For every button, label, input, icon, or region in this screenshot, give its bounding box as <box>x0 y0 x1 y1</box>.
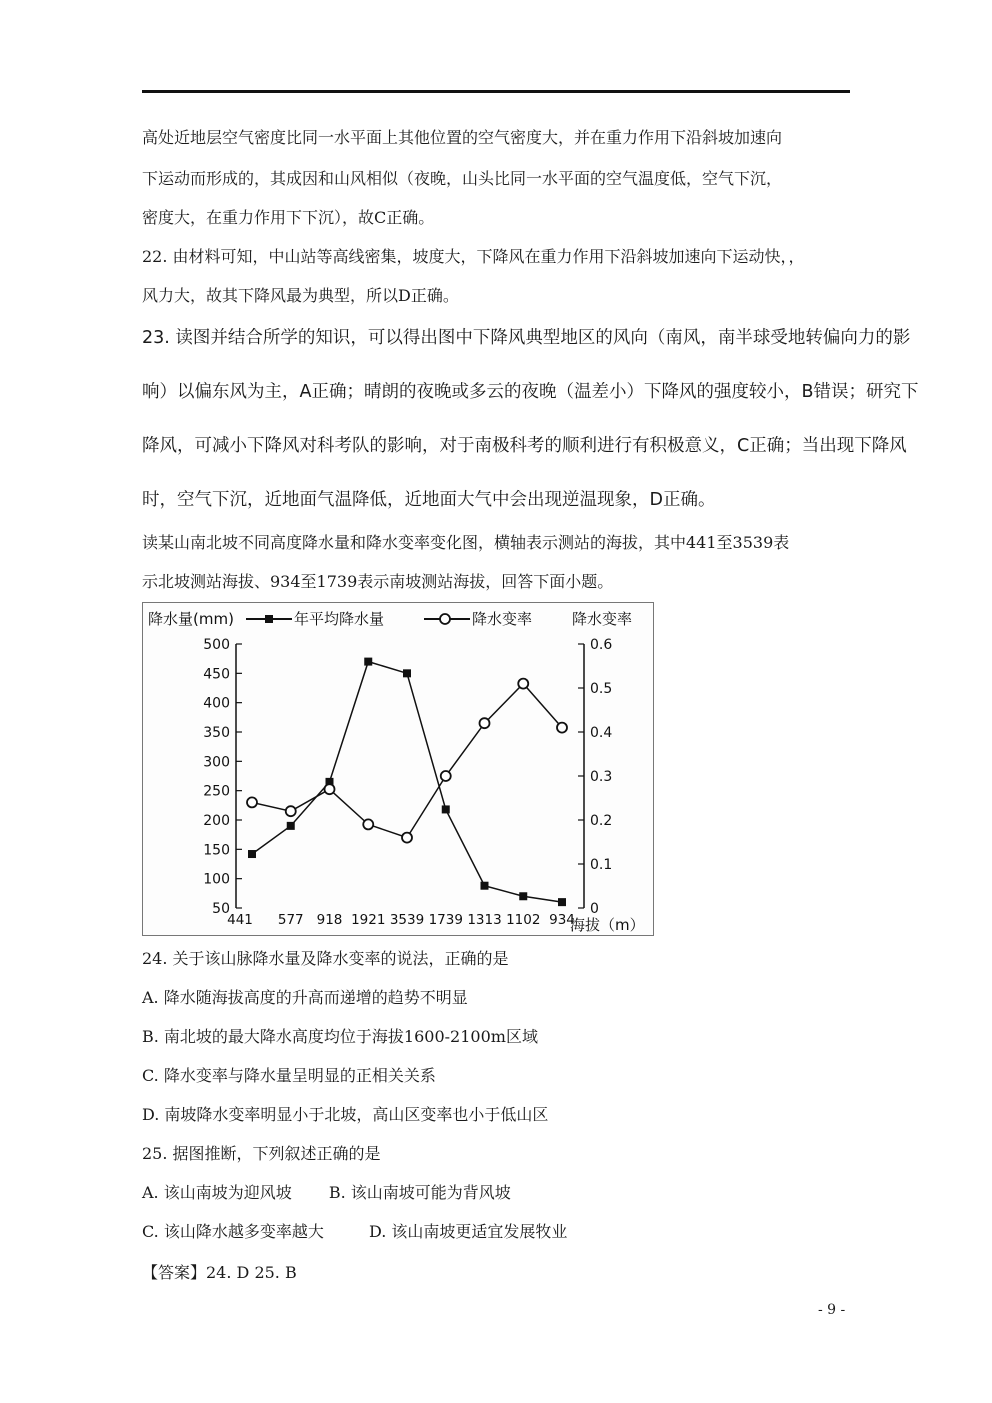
precip-point <box>248 850 256 858</box>
legend-label-precip: 年平均降水量 <box>294 610 385 628</box>
option-24a: A. 降水随海拔高度的升高而递增的趋势不明显 <box>142 988 468 1007</box>
right-tick-label: 0.5 <box>590 681 613 697</box>
text-line: 响）以偏东风为主，A正确；晴朗的夜晚或多云的夜晚（温差小）下降风的强度较小，B错误；研究下 <box>142 382 919 402</box>
option-24d: D. 南坡降水变率明显小于北坡，高山区变率也小于低山区 <box>142 1105 549 1124</box>
text-line: 降风，可减小下降风对科考队的影响，对于南极科考的顺利进行有积极意义，C正确；当出现下降风 <box>142 436 907 456</box>
variability-point <box>441 771 451 781</box>
variability-point <box>557 723 567 733</box>
right-tick-label: 0 <box>590 901 599 917</box>
variability-point <box>518 679 528 689</box>
precip-point <box>364 658 372 666</box>
variability-point <box>480 718 490 728</box>
legend-marker-precip <box>265 615 273 623</box>
text-line: 时，空气下沉，近地面气温降低，近地面大气中会出现逆温现象，D正确。 <box>142 490 716 510</box>
x-axis-label: 海拔（m） <box>570 916 645 934</box>
text-line: 示北坡测站海拔、934至1739表示南坡测站海拔，回答下面小题。 <box>142 572 614 591</box>
x-tick-label: 577 <box>277 912 304 928</box>
variability-point <box>325 784 335 794</box>
variability-point <box>402 833 412 843</box>
precip-point <box>287 822 295 830</box>
left-tick-label: 200 <box>203 813 230 829</box>
x-tick-label: 3539 <box>389 912 425 928</box>
option-24b: B. 南北坡的最大降水高度均位于海拔1600-2100m区域 <box>142 1027 538 1046</box>
left-tick-label: 400 <box>203 695 230 712</box>
question-25: 25. 据图推断，下列叙述正确的是 <box>142 1144 381 1163</box>
x-tick-label: 1313 <box>467 912 502 928</box>
variability-point <box>286 806 296 816</box>
left-tick-label: 450 <box>203 666 230 683</box>
x-tick-label: 934 <box>549 912 575 928</box>
right-tick-label: 0.6 <box>590 637 613 653</box>
precip-point <box>442 805 450 813</box>
left-tick-label: 500 <box>203 637 230 653</box>
right-axis-label: 降水变率 <box>572 610 633 628</box>
chart-svg <box>142 602 654 936</box>
left-tick-label: 150 <box>203 842 230 859</box>
text-line: 高处近地层空气密度比同一水平面上其他位置的空气密度大，并在重力作用下沿斜坡加速向 <box>142 128 783 147</box>
legend-label-variability: 降水变率 <box>472 610 533 628</box>
option-25a: A. 该山南坡为迎风坡 <box>142 1183 292 1202</box>
option-25d: D. 该山南坡更适宜发展牧业 <box>368 1222 568 1241</box>
option-25b: B. 该山南坡可能为背风坡 <box>328 1183 511 1202</box>
text-line: 读某山南北坡不同高度降水量和降水变率变化图，横轴表示测站的海拔，其中441至3539表 <box>142 533 790 552</box>
option-row-25cd <box>142 1222 567 1242</box>
question-24: 24. 关于该山脉降水量及降水变率的说法，正确的是 <box>142 949 509 968</box>
variability-point <box>247 797 257 807</box>
precip-point <box>558 898 566 906</box>
left-tick-label: 100 <box>203 871 230 888</box>
left-tick-label: 50 <box>212 901 230 917</box>
text-line: 密度大，在重力作用下下沉），故C正确。 <box>142 208 435 227</box>
variability-point <box>363 819 373 829</box>
precipitation-chart <box>142 602 654 936</box>
x-tick-label: 918 <box>316 912 343 928</box>
page-number: - 9 - <box>818 1302 846 1318</box>
left-tick-label: 300 <box>203 754 230 771</box>
x-tick-label: 441 <box>227 912 253 928</box>
left-tick-label: 250 <box>203 783 230 800</box>
option-row-25ab <box>142 1183 511 1203</box>
precip-point <box>481 882 489 890</box>
right-tick-label: 0.1 <box>590 857 613 873</box>
answer-line: 【答案】24. D 25. B <box>142 1263 297 1282</box>
legend-marker-variability <box>440 614 450 624</box>
text-line: 23. 读图并结合所学的知识，可以得出图中下降风典型地区的风向（南风，南半球受地转偏向力的影 <box>142 328 911 348</box>
header-rule <box>142 90 850 93</box>
text-line: 22. 由材料可知，中山站等高线密集，坡度大，下降风在重力作用下沿斜坡加速向下运动快，， <box>142 247 805 266</box>
x-tick-label: 1102 <box>506 912 541 928</box>
option-25c: C. 该山降水越多变率越大 <box>142 1222 324 1241</box>
text-line: 风力大，故其下降风最为典型，所以D正确。 <box>142 286 459 305</box>
right-tick-label: 0.4 <box>590 725 613 741</box>
text-line: 下运动而形成的，其成因和山风相似（夜晚，山头比同一水平面的空气温度低，空气下沉， <box>142 169 783 188</box>
right-tick-label: 0.2 <box>590 813 613 829</box>
precip-point <box>519 892 527 900</box>
right-tick-label: 0.3 <box>590 769 613 785</box>
precip-point <box>403 669 411 677</box>
left-axis-label: 降水量(mm) <box>148 610 234 628</box>
option-24c: C. 降水变率与降水量呈明显的正相关关系 <box>142 1066 436 1085</box>
left-tick-label: 350 <box>203 725 230 741</box>
x-tick-label: 1921 <box>351 912 386 928</box>
x-tick-label: 1739 <box>428 912 463 928</box>
